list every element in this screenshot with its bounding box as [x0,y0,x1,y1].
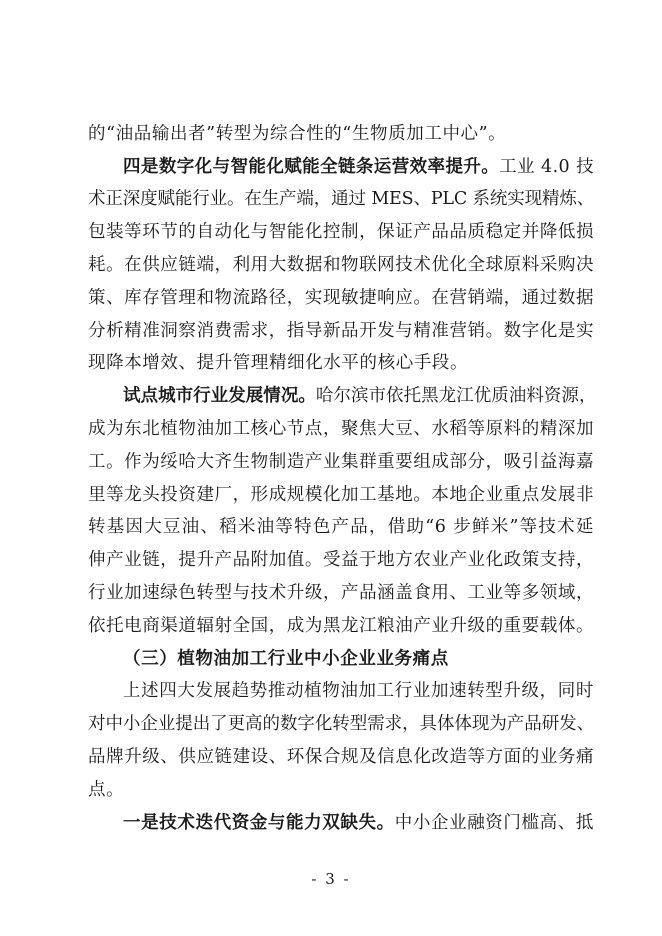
paragraph-line: 点。 [88,780,125,800]
section-heading: （三）植物油加工行业中小企业业务痛点 [123,649,449,669]
paragraph-line: 术正深度赋能行业。在生产端，通过 MES、PLC 系统实现精炼、 [88,189,594,209]
paragraph-line: 里等龙头投资建厂，形成规模化加工基地。本地企业重点发展非 [88,485,594,505]
paragraph-line [123,813,594,835]
text-span: 哈尔滨市依托黑龙江优质油料资源， [315,386,597,406]
paragraph-line: 包装等环节的自动化与智能化控制，保证产品品质稳定并降低损 [88,222,594,242]
text-span: 的“油品输出者”转型为综合性的“生物质加工中心”。 [88,124,507,144]
paragraph-lead-bold: 四是数字化与智能化赋能全链条运营效率提升。 [123,157,500,177]
paragraph-line: 成为东北植物油加工核心节点，聚焦大豆、水稻等原料的精深加 [88,419,594,439]
paragraph-line: 品牌升级、供应链建设、环保合规及信息化改造等方面的业务痛 [88,747,594,767]
paragraph-line: 现降本增效、提升管理精细化水平的核心手段。 [88,353,469,373]
paragraph-line: 伸产业链，提升产品附加值。受益于地方农业产业化政策支持， [88,550,594,570]
paragraph-line [123,386,597,408]
paragraph-lead-bold: 一是技术迭代资金与能力双缺失。 [123,813,395,833]
paragraph-line: 分析精准洞察消费需求，指导新品开发与精准营销。数字化是实 [88,321,594,341]
paragraph-line: 工。作为绥哈大齐生物制造产业集群重要组成部分，吸引益海嘉 [88,452,594,472]
paragraph-line [88,124,594,146]
paragraph-line: 依托电商渠道辐射全国，成为黑龙江粮油产业升级的重要载体。 [88,616,594,636]
paragraph-line: 耗。在供应链端，利用大数据和物联网技术优化全球原料采购决 [88,255,594,275]
page-number: - 3 - [311,870,351,888]
paragraph-line: 对中小企业提出了更高的数字化转型需求，具体体现为产品研发、 [88,714,594,734]
paragraph-line: 策、库存管理和物流路径，实现敏捷响应。在营销端，通过数据 [88,288,594,308]
paragraph-line: 行业加速绿色转型与技术升级，产品涵盖食用、工业等多领域， [88,583,594,603]
paragraph-lead-bold: 试点城市行业发展情况。 [123,386,316,406]
paragraph-line: 转基因大豆油、稻米油等特色产品，借助“6 步鲜米”等技术延 [88,517,594,537]
text-span: 中小企业融资门槛高、抵 [394,813,594,833]
paragraph-line [123,157,594,179]
paragraph-line: 上述四大发展趋势推动植物油加工行业加速转型升级，同时 [123,681,594,701]
text-span: 工业 4.0 技 [499,157,594,177]
